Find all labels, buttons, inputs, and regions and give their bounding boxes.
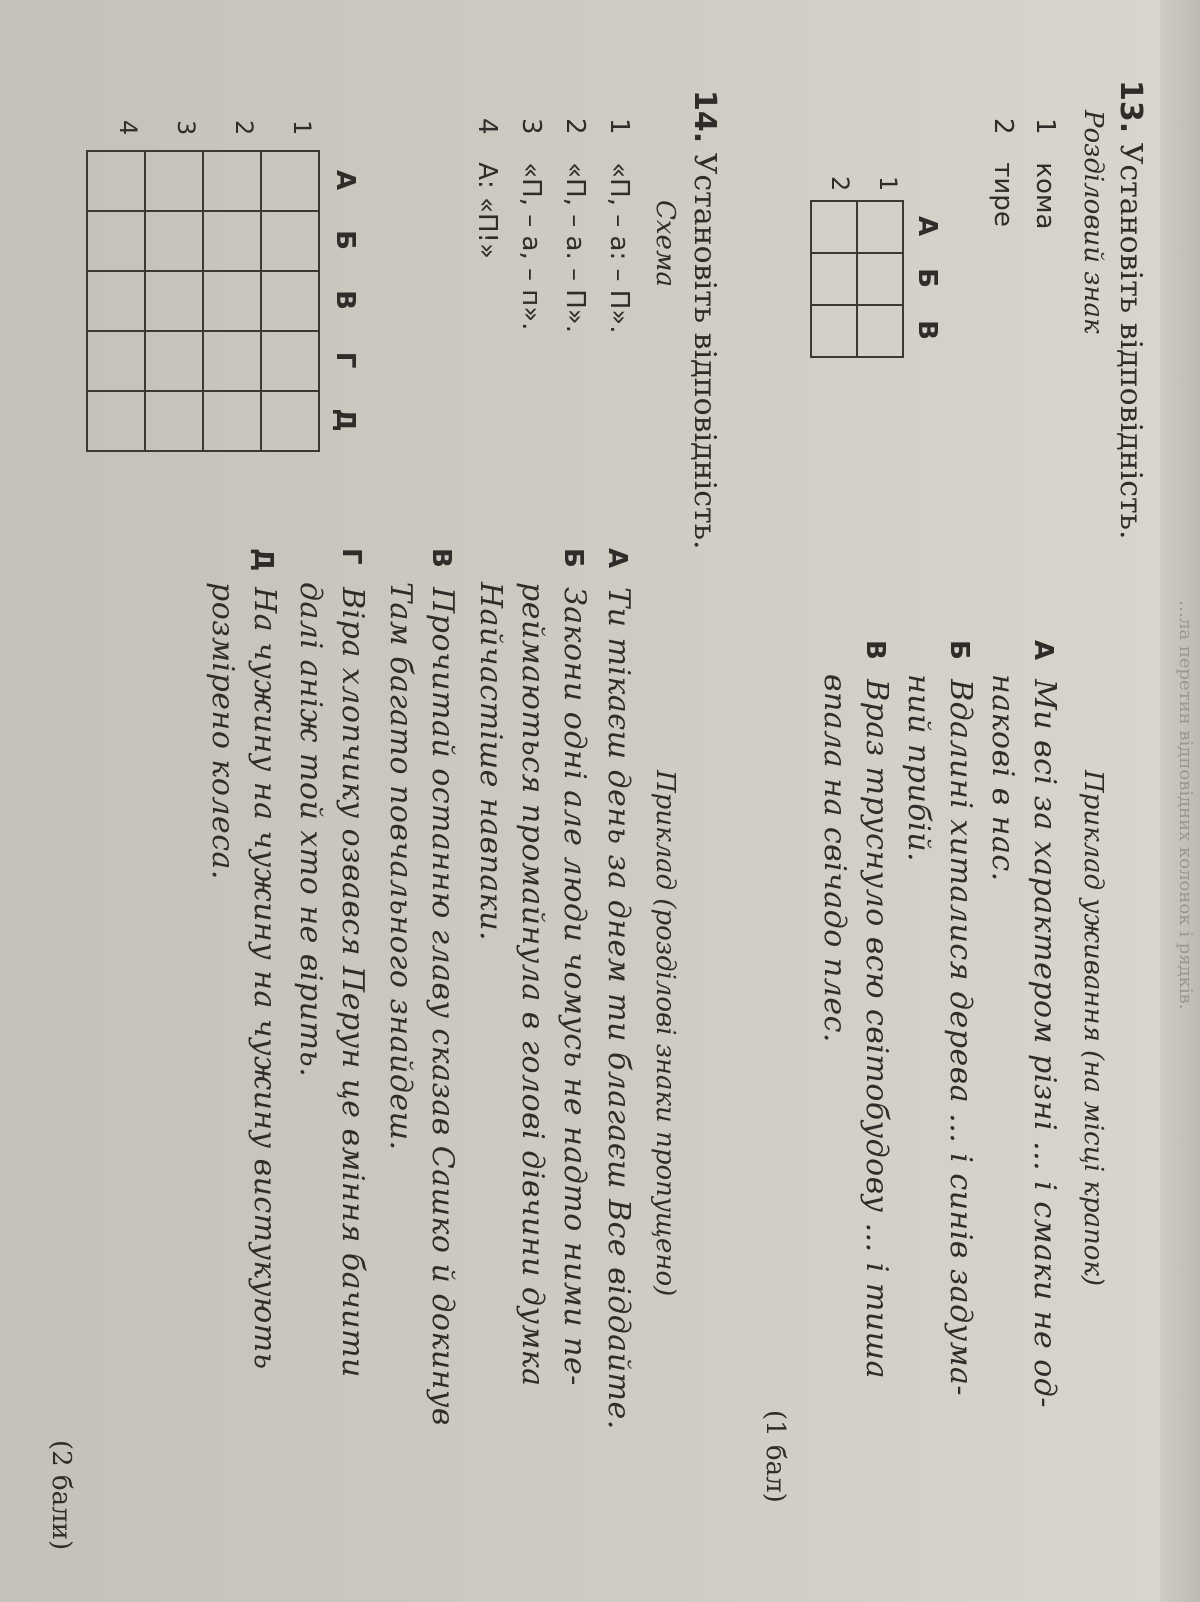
q13-right-header: Приклад уживання (на місці крапок): [1078, 770, 1108, 1287]
q14-cell-1g[interactable]: [261, 331, 319, 391]
q14-cell-3d[interactable]: [145, 391, 203, 451]
q14-left-item-2: 2 «П, – а. – П».: [560, 118, 590, 333]
q13-title: Установіть відповідність.: [1113, 142, 1148, 540]
q13-cell-2a[interactable]: [811, 201, 857, 253]
q13-grid-col-a: А: [912, 215, 942, 237]
q14-cell-4d[interactable]: [87, 391, 145, 451]
q14-cell-4v[interactable]: [87, 271, 145, 331]
q13-answer-grid: [810, 200, 904, 358]
q14-cell-4a[interactable]: [87, 151, 145, 211]
q14-cell-1b[interactable]: [261, 211, 319, 271]
q14-cell-4b[interactable]: [87, 211, 145, 271]
q14-cell-4g[interactable]: [87, 331, 145, 391]
q14-example-g-cont: далі аніж той хто не вірить.: [293, 582, 328, 1078]
q14-cell-1d[interactable]: [261, 391, 319, 451]
q14-right-header: Приклад (розділові знаки пропущено): [650, 770, 680, 1297]
q14-example-v-cont: Там багато повчального знайдеш.: [383, 582, 418, 1151]
q14-cell-2g[interactable]: [203, 331, 261, 391]
q14-left-item-1: 1 «П, – а: – П».: [604, 118, 634, 334]
q13-example-v-cont: впала на свічадо плес.: [817, 674, 852, 1043]
q13-example-v: В Враз труснуло всю світобудову ... і тиша: [859, 640, 894, 1379]
q14-cell-1v[interactable]: [261, 271, 319, 331]
q14-example-d-cont: розмірено колеса.: [205, 582, 240, 880]
q14-left-item-3: 3 «П, – а, – п».: [516, 118, 546, 331]
q13-cell-2b[interactable]: [811, 253, 857, 305]
q14-grid-row-2: 2: [230, 120, 258, 136]
q13-example-a-cont: накові в нас.: [985, 674, 1020, 882]
q14-grid-row-1: 1: [288, 120, 316, 136]
q13-score: (1 бал): [760, 1410, 790, 1503]
q14-cell-1a[interactable]: [261, 151, 319, 211]
q14-example-b-cont1: реймаються промайнула в голові дівчини думка: [515, 582, 550, 1387]
q14-number: 14.: [687, 90, 722, 144]
q14-grid-col-g: Г: [330, 351, 360, 369]
q14-example-d: Д На чужину на чужину на чужину вистукують: [247, 548, 282, 1370]
q14-cell-2b[interactable]: [203, 211, 261, 271]
q14-grid-col-a: А: [330, 169, 360, 191]
q14-example-b-cont2: Найчастіше навпаки.: [473, 582, 508, 942]
q13-cell-1b[interactable]: [857, 253, 903, 305]
q13-left-item-1: 1 кома: [1030, 118, 1060, 230]
q13-example-b-cont: ний прибій.: [901, 674, 936, 863]
q13-grid-col-b: Б: [912, 268, 942, 288]
q13-cell-2v[interactable]: [811, 305, 857, 357]
q14-cell-2d[interactable]: [203, 391, 261, 451]
q14-cell-3a[interactable]: [145, 151, 203, 211]
q14-answer-grid: [86, 150, 320, 452]
q13-cell-1a[interactable]: [857, 201, 903, 253]
q14-grid-row-3: 3: [172, 120, 200, 136]
q13-left-header: Розділовий знак: [1078, 110, 1108, 334]
header-fragment: …ла перетин відповідних колонок і рядків.: [1175, 600, 1196, 1010]
q14-cell-3g[interactable]: [145, 331, 203, 391]
q14-heading: [687, 90, 722, 550]
q13-example-a: А Ми всі за характером різні ... і смаки не од-: [1027, 640, 1062, 1408]
q13-grid-col-v: В: [912, 320, 942, 340]
q14-example-b: Б Закони одні але люди чомусь не надто ними пе-: [557, 548, 592, 1386]
q13-grid-row-1: 1: [874, 176, 902, 192]
q14-cell-2a[interactable]: [203, 151, 261, 211]
q14-title: Установіть відповідність.: [687, 152, 722, 550]
q14-cell-3b[interactable]: [145, 211, 203, 271]
q14-left-header: Схема: [650, 200, 680, 288]
q14-example-g: Г Віра хлопчику озвався Перун це вміння бачити: [335, 548, 370, 1378]
q13-grid-row-2: 2: [826, 176, 854, 192]
q13-example-b: Б Вдалині хиталися дерева ... і синів задума-: [943, 640, 978, 1396]
q14-cell-2v[interactable]: [203, 271, 261, 331]
q14-left-item-4: 4 А: «П!»: [472, 118, 502, 259]
q13-left-item-2: 2 тире: [988, 118, 1018, 227]
q14-example-a: А Ти тікаєш день за днем ти благаєш Все віддайте.: [601, 548, 636, 1430]
q14-grid-col-v: В: [330, 290, 360, 310]
q13-number: 13.: [1113, 80, 1148, 134]
q14-grid-row-4: 4: [114, 120, 142, 136]
q13-heading: [1113, 80, 1148, 540]
q14-cell-3v[interactable]: [145, 271, 203, 331]
q13-cell-1v[interactable]: [857, 305, 903, 357]
q14-example-v: В Прочитай останню главу сказав Сашко й докинув: [425, 548, 460, 1426]
q14-score: (2 бали): [46, 1440, 76, 1551]
q14-grid-col-d: Д: [330, 408, 360, 432]
q14-grid-col-b: Б: [330, 230, 360, 250]
